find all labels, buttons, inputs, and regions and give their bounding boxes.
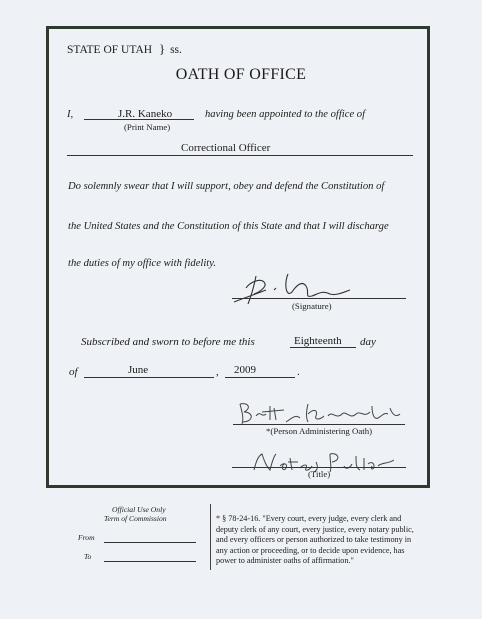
- date-comma: ,: [216, 366, 219, 378]
- day-line: [290, 347, 356, 348]
- oath-line-3: the duties of my office with fidelity.: [68, 258, 216, 269]
- oath-line-1: Do solemnly swear that I will support, obey and defend the Constitution of: [68, 181, 385, 192]
- signature-line: [232, 298, 406, 299]
- from-line: [104, 542, 196, 543]
- of-word: of: [69, 366, 78, 378]
- oath-line-2: the United States and the Constitution of this State and that I will discharge: [68, 221, 389, 232]
- official-use-label: Official Use Only: [112, 505, 166, 514]
- title-line: [232, 467, 406, 468]
- signature-caption: (Signature): [292, 301, 332, 311]
- day-word: day: [360, 336, 376, 348]
- state-heading: [67, 41, 182, 57]
- statute-text: * § 78-24-16. "Every court, every judge, every clerk and deputy clerk of any court, every justice, every notary public, and every officers or person authorized to take testimony in any action or proceeding, or to decide upon evidence, has power to administer oaths of affirmation.": [216, 514, 414, 566]
- term-of-commission-label: Term of Commission: [104, 514, 167, 523]
- title-caption: (Title): [308, 469, 331, 479]
- sworn-text: Subscribed and sworn to before me this: [81, 336, 255, 348]
- brace-symbol: }: [158, 41, 166, 56]
- appointment-phrase: having been appointed to the office of: [205, 109, 366, 120]
- date-period: .: [297, 366, 300, 378]
- office-line: [67, 155, 413, 156]
- administrator-caption: *(Person Administering Oath): [266, 426, 373, 436]
- year-line: [225, 377, 295, 378]
- administrator-line: [233, 424, 405, 425]
- from-label: From: [78, 533, 95, 542]
- sworn-day: Eighteenth: [294, 335, 342, 347]
- office-name: Correctional Officer: [181, 142, 271, 154]
- month-line: [84, 377, 214, 378]
- state-label: STATE OF UTAH: [67, 44, 153, 56]
- signature-scribble: [226, 268, 356, 308]
- pronoun-i: I,: [67, 109, 74, 120]
- ss-label: ss.: [170, 44, 182, 56]
- footer-divider: [210, 504, 211, 570]
- printed-name: J.R. Kaneko: [118, 108, 173, 120]
- print-name-caption: (Print Name): [124, 122, 171, 132]
- sworn-year: 2009: [234, 364, 256, 376]
- to-label: To: [84, 552, 92, 561]
- to-line: [104, 561, 196, 562]
- sworn-month: June: [128, 364, 149, 376]
- form-title: OATH OF OFFICE: [175, 66, 307, 83]
